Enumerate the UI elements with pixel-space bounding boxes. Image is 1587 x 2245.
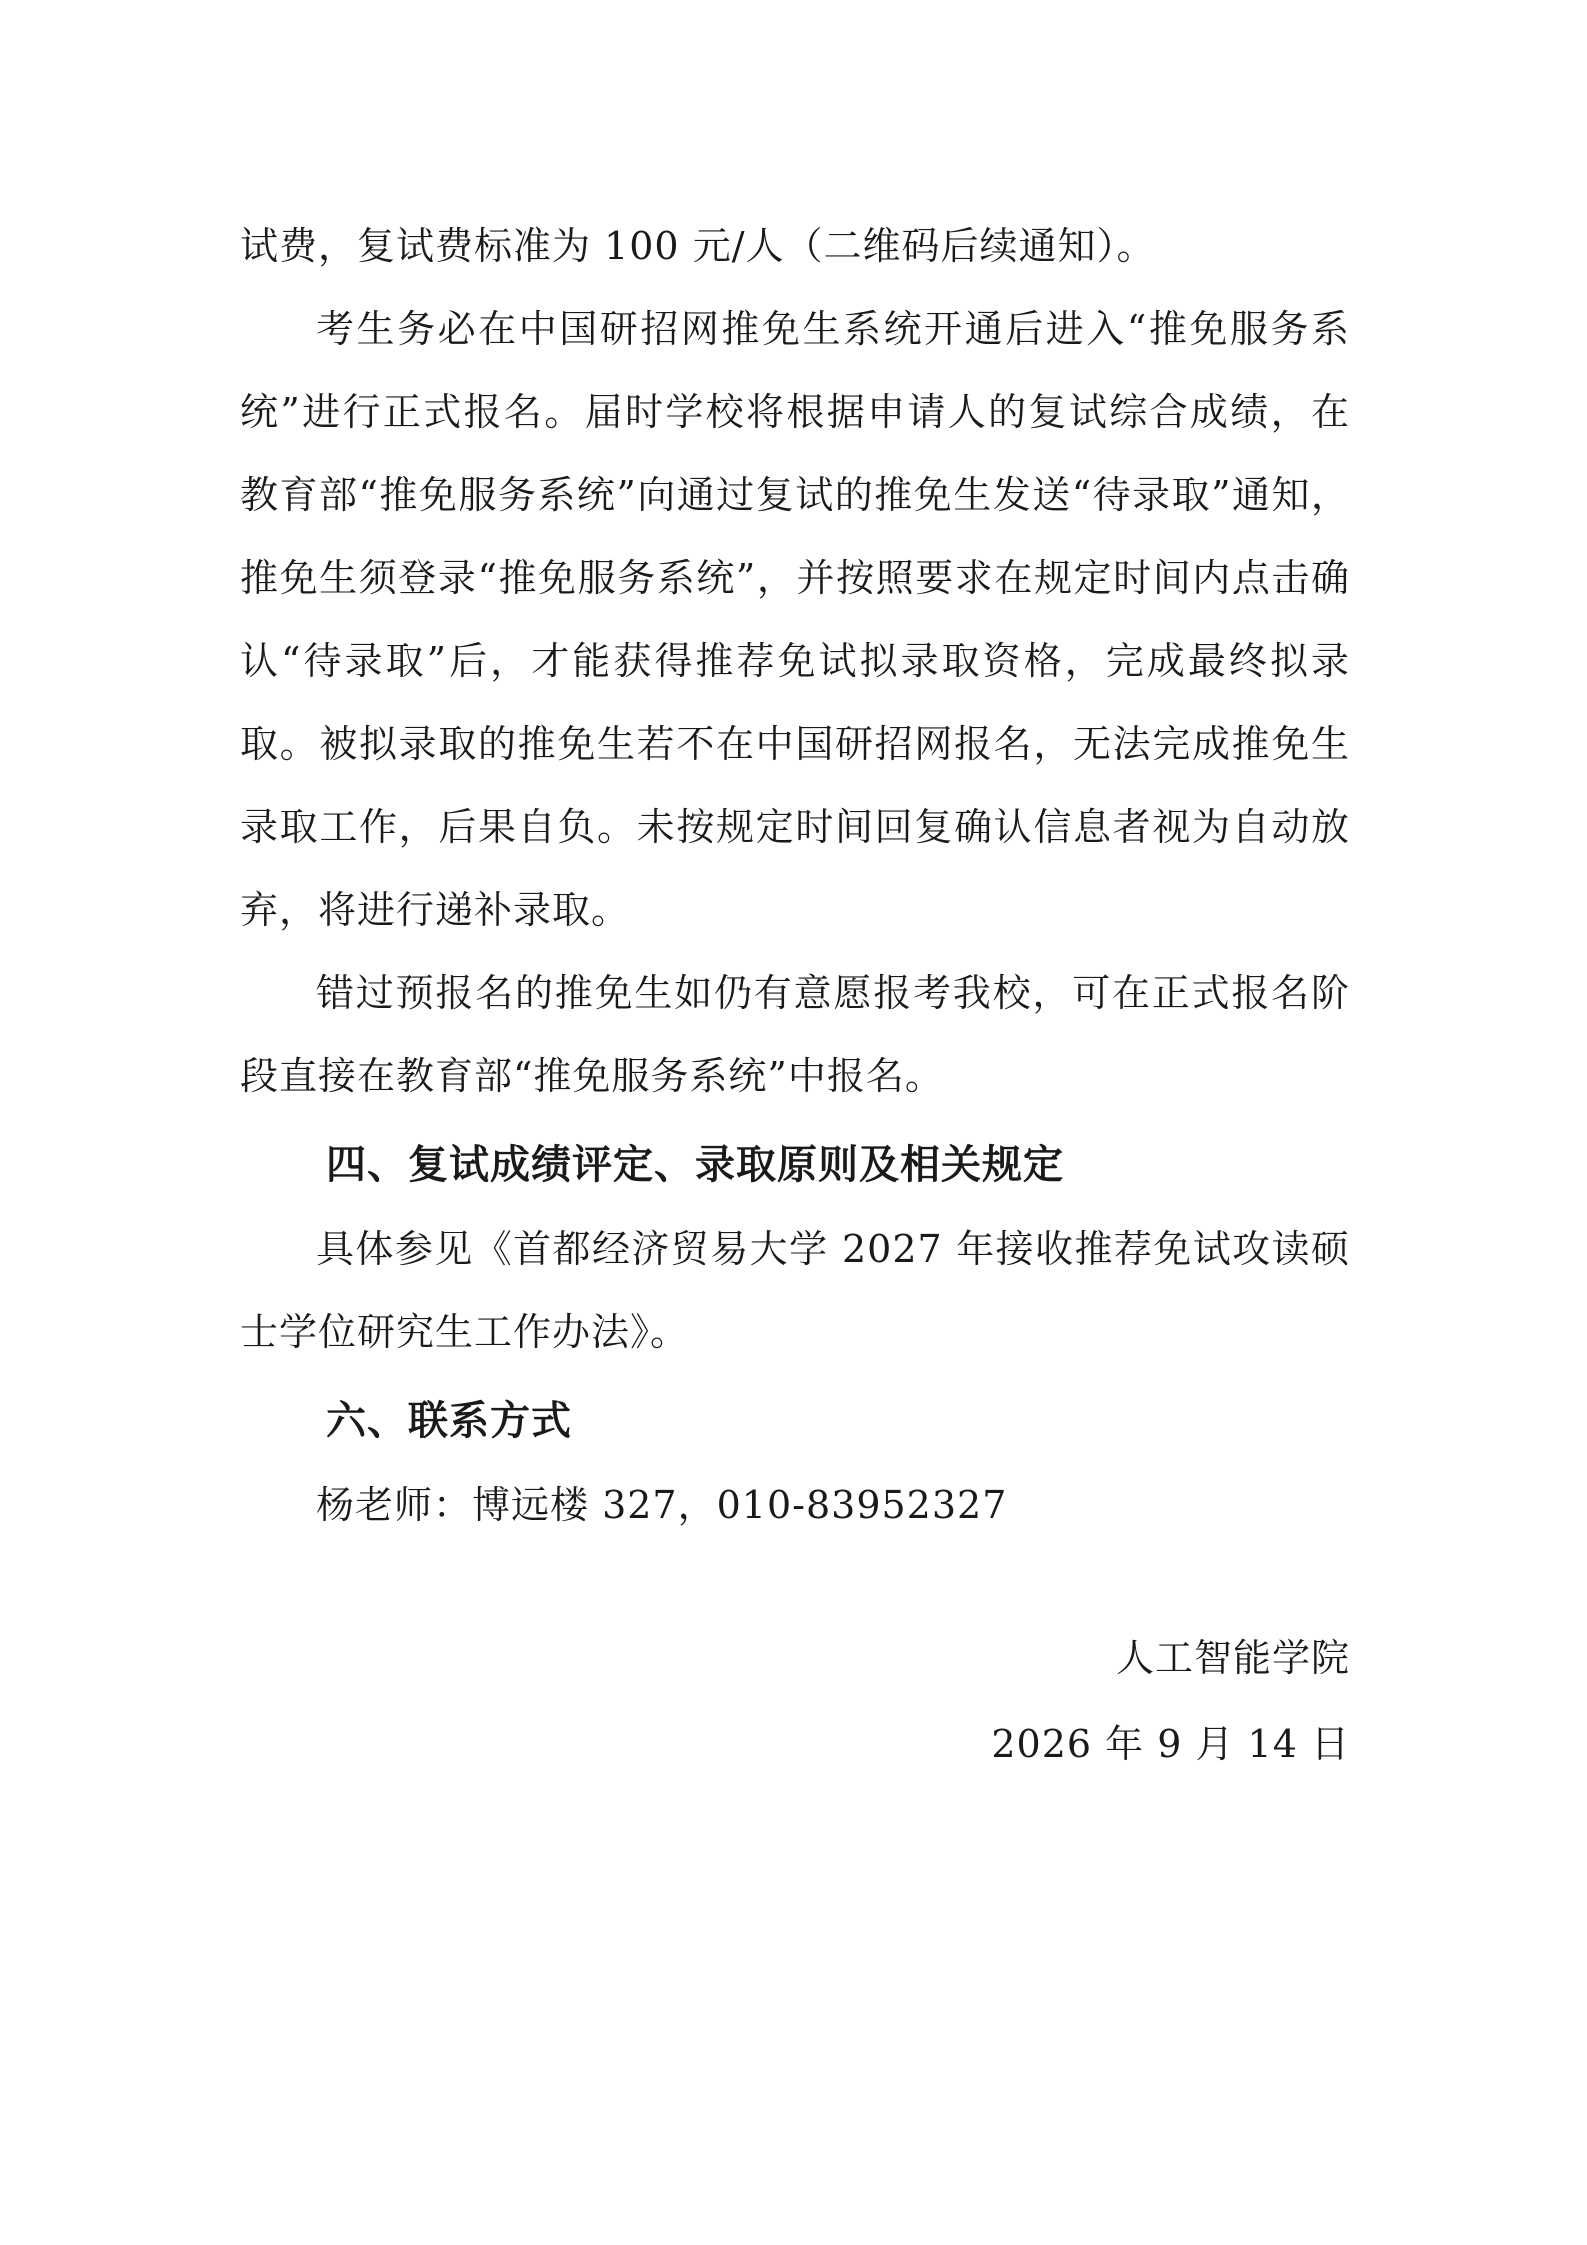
paragraph-contact: 杨老师：博远楼 327，010-83952327: [316, 1483, 1008, 1527]
signature-organization: 人工智能学院: [1115, 1636, 1350, 1680]
paragraph-missed-preregistration: 错过预报名的推免生如仍有意愿报考我校，可在正式报名阶段直接在教育部“推免服务系统”中报名。: [240, 971, 1350, 1098]
paragraph-fee: 试费，复试费标准为 100 元/人（二维码后续通知）。: [240, 224, 1156, 268]
paragraph-reference: 具体参见《首都经济贸易大学 2027 年接收推荐免试攻读硕士学位研究生工作办法》。: [240, 1227, 1350, 1354]
section-heading-6: 六、联系方式: [326, 1398, 572, 1444]
signature-date: 2026 年 9 月 14 日: [991, 1722, 1350, 1766]
section-heading-4: 四、复试成绩评定、录取原则及相关规定: [326, 1142, 1064, 1188]
document-body: [240, 205, 1350, 1547]
paragraph-registration: 考生务必在中国研招网推免生系统开通后进入“推免服务系统”进行正式报名。届时学校将根据申请人的复试综合成绩，在教育部“推免服务系统”向通过复试的推免生发送“待录取”通知，推免生须登录“推免服务系统”，并按照要求在规定时间内点击确认“待录取”后，才能获得推荐免试拟录取资格，完成最终拟录取。被拟录取的推免生若不在中国研招网报名，无法完成推免生录取工作，后果自负。未按规定时间回复确认信息者视为自动放弃，将进行递补录取。: [240, 307, 1350, 932]
signature-block: [991, 1615, 1350, 1787]
